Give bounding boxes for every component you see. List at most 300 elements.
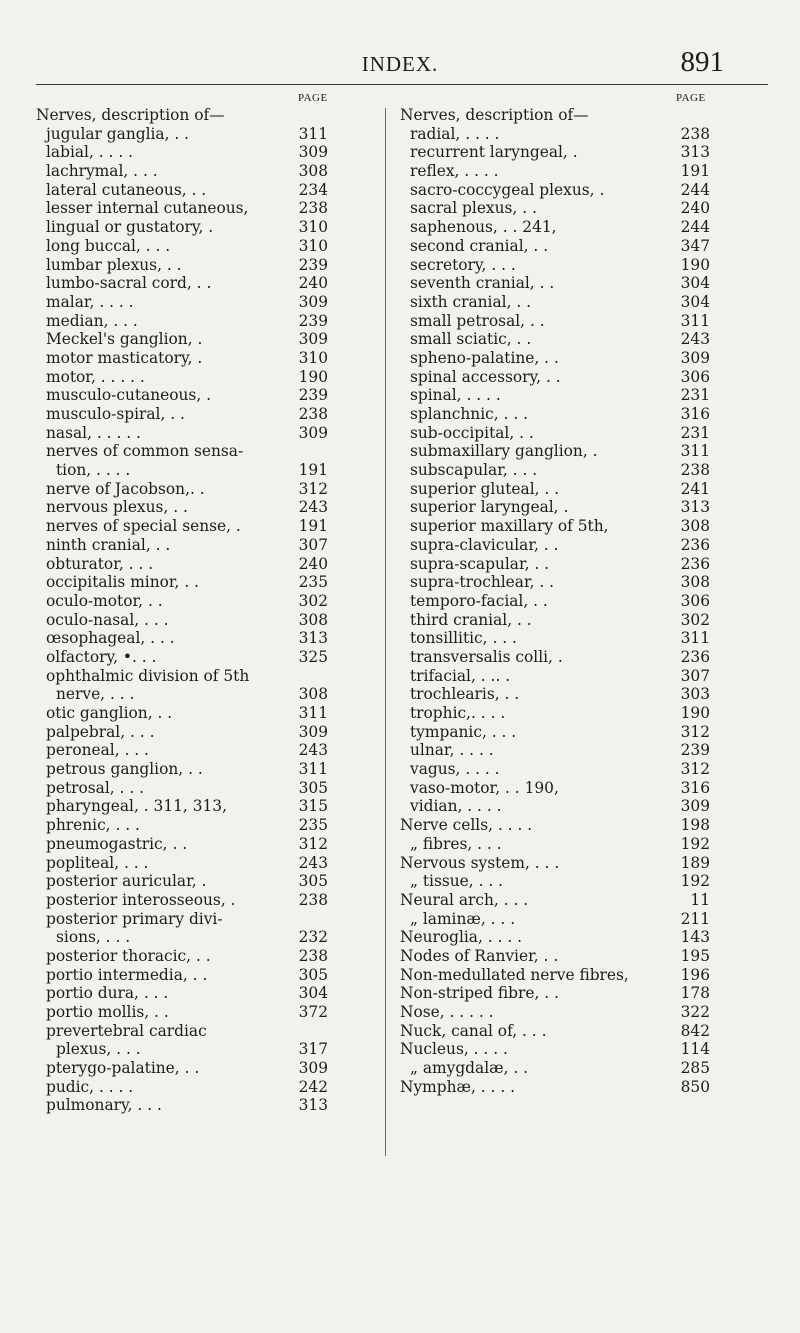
index-entry	[400, 779, 710, 798]
index-term: subscapular, . . .	[410, 461, 538, 480]
index-term: lingual or gustatory, .	[46, 218, 214, 237]
index-entry	[400, 648, 710, 667]
index-entry	[36, 461, 328, 480]
index-page-ref: 322	[680, 1003, 710, 1021]
index-entry	[36, 256, 328, 275]
index-page-ref: 311	[298, 124, 328, 143]
index-page-ref: 309	[298, 722, 328, 741]
index-entry	[36, 891, 328, 910]
index-term: nasal, . . . . .	[46, 423, 141, 442]
index-page-ref: 234	[298, 180, 328, 199]
index-entry	[400, 835, 710, 854]
index-term: phrenic, . . .	[46, 816, 140, 835]
index-page-ref: 190	[680, 704, 710, 722]
index-term: seventh cranial, . .	[410, 274, 555, 293]
index-page-ref: 317	[298, 1040, 328, 1059]
index-term: nervous plexus, . .	[46, 498, 188, 517]
index-entry	[400, 143, 710, 162]
index-entry	[400, 947, 710, 966]
index-entry	[36, 966, 328, 985]
index-page-ref: 240	[298, 274, 328, 293]
index-page-ref: 196	[680, 965, 710, 984]
index-term: tympanic, . . .	[410, 722, 517, 741]
index-term: superior gluteal, . .	[410, 479, 560, 498]
index-term: œsophageal, . . .	[46, 629, 175, 648]
index-term: petrous ganglion, . .	[46, 760, 203, 779]
index-page-ref: 11	[690, 890, 710, 909]
index-entry	[400, 498, 710, 517]
index-page-ref: 311	[680, 629, 710, 648]
index-term: otic ganglion, . .	[46, 704, 173, 722]
index-entry	[36, 592, 328, 611]
index-entry	[36, 293, 328, 312]
index-page-ref: 313	[298, 629, 328, 648]
index-page-ref: 143	[680, 928, 710, 947]
index-entry	[36, 573, 328, 592]
index-term: portio intermedia, . .	[46, 965, 208, 984]
index-entry	[400, 293, 710, 312]
index-page-ref: 243	[680, 330, 710, 349]
index-entry	[36, 984, 328, 1003]
index-page-ref: 241	[680, 479, 710, 498]
index-term: superior maxillary of 5th,	[410, 517, 609, 536]
index-term: reflex, . . . .	[410, 162, 499, 181]
index-page-ref: 240	[680, 199, 710, 218]
index-entry	[400, 741, 710, 760]
index-term: popliteal, . . .	[46, 853, 149, 872]
index-term: nerve of Jacobson,. .	[46, 479, 205, 498]
index-term: Nymphæ, . . . .	[400, 1077, 516, 1096]
index-term: vidian, . . . .	[410, 797, 502, 816]
index-page-ref: 308	[680, 573, 710, 592]
index-page-ref: 302	[298, 591, 328, 610]
index-entry	[400, 1059, 710, 1078]
index-page-ref: 239	[298, 386, 328, 405]
index-entry	[36, 1078, 328, 1097]
index-page-ref: 238	[298, 946, 328, 965]
page-number: 891	[680, 46, 724, 78]
index-entry	[36, 872, 328, 891]
index-page-ref: 189	[680, 853, 710, 872]
index-entry	[36, 517, 328, 536]
index-page-ref: 312	[298, 834, 328, 853]
index-term: spinal accessory, . .	[410, 367, 561, 386]
index-entry	[400, 797, 710, 816]
page-title: INDEX.	[361, 52, 439, 76]
index-entry	[400, 667, 710, 686]
index-term: occipitalis minor, . .	[46, 573, 200, 592]
index-entry	[400, 592, 710, 611]
index-entry	[400, 162, 710, 181]
index-term: trophic,. . . .	[410, 704, 506, 722]
index-entry	[36, 723, 328, 742]
index-term: musculo-spiral, . .	[46, 405, 185, 423]
index-term: posterior interosseous, .	[46, 890, 236, 909]
index-page-ref: 235	[298, 816, 328, 835]
index-page-ref: 313	[680, 498, 710, 517]
index-term: olfactory, •. . .	[46, 647, 157, 666]
index-entry	[36, 1059, 328, 1078]
index-entry	[36, 405, 328, 424]
index-entry	[400, 461, 710, 480]
index-entry	[400, 1078, 710, 1097]
index-term: Non-medullated nerve fibres,	[400, 965, 629, 984]
index-page-ref: 309	[298, 292, 328, 311]
index-page-ref: 192	[680, 834, 710, 853]
index-entry	[400, 442, 710, 461]
index-term: „ laminæ, . . .	[410, 909, 516, 928]
index-entry	[36, 816, 328, 835]
index-page-ref: 190	[298, 367, 328, 386]
index-term: long buccal, . . .	[46, 236, 171, 255]
index-entry	[400, 611, 710, 630]
index-entry	[400, 760, 710, 779]
index-page-ref: 309	[298, 423, 328, 442]
index-page-ref: 309	[298, 1059, 328, 1078]
index-entry	[36, 330, 328, 349]
index-term: obturator, . . .	[46, 554, 154, 573]
index-term: malar, . . . .	[46, 292, 134, 311]
index-term: sixth cranial, . .	[410, 292, 532, 311]
index-entry	[36, 143, 328, 162]
index-page-ref: 244	[680, 218, 710, 237]
left-index-column	[36, 106, 328, 1115]
index-page-ref: 312	[298, 479, 328, 498]
index-term: motor masticatory, .	[46, 348, 203, 367]
index-term: pneumogastric, . .	[46, 834, 188, 853]
index-page-ref: 236	[680, 647, 710, 666]
index-entry	[36, 611, 328, 630]
index-page-ref: 240	[298, 554, 328, 573]
index-page-ref: 309	[298, 330, 328, 349]
index-term: plexus, . . .	[56, 1040, 141, 1059]
index-term: ulnar, . . . .	[410, 741, 494, 760]
index-page-ref: 239	[680, 741, 710, 760]
index-entry	[36, 629, 328, 648]
index-term: „ tissue, . . .	[410, 872, 504, 891]
index-entry	[400, 125, 710, 144]
index-term: portio mollis, . .	[46, 1003, 169, 1021]
index-entry	[400, 349, 710, 368]
index-entry	[400, 891, 710, 910]
index-term: „ amygdalæ, . .	[410, 1059, 529, 1078]
index-entry	[400, 181, 710, 200]
index-term: Nuck, canal of, . . .	[400, 1021, 547, 1040]
index-entry	[36, 741, 328, 760]
index-page-ref: 325	[298, 647, 328, 666]
index-entry	[36, 125, 328, 144]
index-entry	[36, 199, 328, 218]
index-entry	[36, 685, 328, 704]
index-entry	[36, 480, 328, 499]
index-entry	[36, 424, 328, 443]
index-term: posterior auricular, .	[46, 872, 207, 891]
index-entry	[400, 536, 710, 555]
index-page-ref: 198	[680, 816, 710, 835]
index-entry	[36, 667, 328, 686]
index-entry	[36, 779, 328, 798]
index-page-ref: 236	[680, 535, 710, 554]
index-entry	[400, 1022, 710, 1041]
index-entry	[400, 480, 710, 499]
index-entry	[36, 218, 328, 237]
index-page-ref: 235	[298, 573, 328, 592]
index-entry	[400, 330, 710, 349]
index-term: supra-clavicular, . .	[410, 535, 559, 554]
index-term: tonsillitic, . . .	[410, 629, 517, 648]
index-term: saphenous, . . 241,	[410, 218, 557, 237]
index-term: small sciatic, . .	[410, 330, 532, 349]
index-entry	[36, 1040, 328, 1059]
index-term: oculo-nasal, . . .	[46, 610, 169, 629]
index-entry	[400, 1003, 710, 1022]
index-page-ref: 313	[298, 1096, 328, 1115]
index-entry	[400, 274, 710, 293]
index-page-ref: 303	[680, 685, 710, 704]
index-page-ref: 308	[680, 517, 710, 536]
index-entry	[400, 573, 710, 592]
index-entry	[36, 312, 328, 331]
index-page-ref: 305	[298, 965, 328, 984]
index-term: trochlearis, . .	[410, 685, 520, 704]
index-term: „ fibres, . . .	[410, 834, 502, 853]
index-page-ref: 315	[298, 797, 328, 816]
index-entry	[36, 648, 328, 667]
index-term: radial, . . . .	[410, 124, 500, 143]
index-page-ref: 311	[680, 442, 710, 461]
index-term: sacro-coccygeal plexus, .	[410, 180, 605, 199]
index-term: labial, . . . .	[46, 143, 134, 162]
index-entry	[36, 760, 328, 779]
index-page-ref: 309	[298, 143, 328, 162]
index-entry	[400, 312, 710, 331]
index-entry	[400, 928, 710, 947]
index-page-ref: 372	[298, 1003, 328, 1021]
index-page-ref: 311	[298, 704, 328, 722]
index-entry	[400, 854, 710, 873]
index-page-ref: 310	[298, 236, 328, 255]
index-term: Nose, . . . . .	[400, 1003, 494, 1021]
index-term: Meckel's ganglion, .	[46, 330, 203, 349]
index-entry	[36, 349, 328, 368]
index-page-ref: 316	[680, 405, 710, 423]
index-term: oculo-motor, . .	[46, 591, 163, 610]
index-page-ref: 191	[298, 461, 328, 480]
index-page-ref: 191	[298, 517, 328, 536]
index-term: median, . . .	[46, 311, 138, 330]
index-term: recurrent laryngeal, .	[410, 143, 578, 162]
header-rule	[36, 84, 768, 85]
index-term: Non-striped fibre, . .	[400, 984, 559, 1003]
index-term: splanchnic, . . .	[410, 405, 528, 423]
index-page-ref: 114	[680, 1040, 710, 1059]
index-entry	[400, 555, 710, 574]
index-page-ref: 192	[680, 872, 710, 891]
index-entry	[400, 106, 710, 125]
index-page-ref: 285	[680, 1059, 710, 1078]
index-term: Neuroglia, . . . .	[400, 928, 523, 947]
index-term: lumbar plexus, . .	[46, 255, 182, 274]
index-term: lachrymal, . . .	[46, 162, 158, 181]
index-page-ref: 238	[680, 461, 710, 480]
index-page-ref: 850	[680, 1077, 710, 1096]
index-entry	[400, 424, 710, 443]
index-entry	[36, 835, 328, 854]
index-page-ref: 306	[680, 367, 710, 386]
index-entry	[400, 517, 710, 536]
left-column-page-label: PAGE	[298, 92, 328, 104]
index-entry	[36, 181, 328, 200]
index-page-ref: 191	[680, 162, 710, 181]
index-term: lumbo-sacral cord, . .	[46, 274, 212, 293]
index-page-ref: 236	[680, 554, 710, 573]
index-entry	[400, 872, 710, 891]
index-term: petrosal, . . .	[46, 778, 145, 797]
index-entry	[400, 966, 710, 985]
index-page-ref: 195	[680, 946, 710, 965]
index-entry	[400, 910, 710, 929]
index-entry	[400, 405, 710, 424]
index-entry	[36, 237, 328, 256]
index-term: spinal, . . . .	[410, 386, 501, 405]
index-term: Nervous system, . . .	[400, 853, 560, 872]
index-term: motor, . . . . .	[46, 367, 145, 386]
index-term: ophthalmic division of 5th	[46, 666, 250, 685]
index-entry	[36, 947, 328, 966]
index-entry	[400, 816, 710, 835]
index-page-ref: 308	[298, 610, 328, 629]
index-term: supra-trochlear, . .	[410, 573, 555, 592]
right-index-column	[400, 106, 710, 1096]
index-entry	[36, 368, 328, 387]
index-page-ref: 308	[298, 685, 328, 704]
index-entry	[36, 386, 328, 405]
index-page-ref: 842	[680, 1021, 710, 1040]
index-entry	[400, 984, 710, 1003]
index-page-ref: 304	[680, 274, 710, 293]
index-page-ref: 305	[298, 872, 328, 891]
index-page-ref: 316	[680, 778, 710, 797]
index-term: posterior thoracic, . .	[46, 946, 211, 965]
index-page-ref: 305	[298, 778, 328, 797]
index-page-ref: 238	[298, 405, 328, 423]
index-term: temporo-facial, . .	[410, 591, 548, 610]
index-term: Nerves, description of—	[36, 106, 225, 124]
index-page-ref: 239	[298, 255, 328, 274]
index-entry	[36, 498, 328, 517]
index-page-ref: 311	[298, 760, 328, 779]
index-term: lesser internal cutaneous,	[46, 199, 249, 218]
index-page-ref: 239	[298, 311, 328, 330]
index-term: Nerves, description of—	[400, 106, 589, 124]
index-term: supra-scapular, . .	[410, 554, 550, 573]
index-entry	[400, 368, 710, 387]
index-term: peroneal, . . .	[46, 741, 149, 760]
index-entry	[36, 274, 328, 293]
index-term: vaso-motor, . . 190,	[410, 778, 559, 797]
index-term: prevertebral cardiac	[46, 1021, 207, 1040]
index-entry	[36, 555, 328, 574]
index-page-ref: 308	[298, 162, 328, 181]
index-entry	[400, 1040, 710, 1059]
index-term: musculo-cutaneous, .	[46, 386, 211, 405]
index-entry	[400, 723, 710, 742]
index-term: small petrosal, . .	[410, 311, 545, 330]
index-term: pterygo-palatine, . .	[46, 1059, 200, 1078]
index-entry	[400, 199, 710, 218]
index-term: sions, . . .	[56, 928, 131, 947]
index-entry	[36, 162, 328, 181]
index-page-ref: 311	[680, 311, 710, 330]
index-page-ref: 232	[298, 928, 328, 947]
right-column-page-label: PAGE	[676, 92, 706, 104]
index-term: pudic, . . . .	[46, 1077, 134, 1096]
index-term: Nerve cells, . . . .	[400, 816, 533, 835]
index-entry	[36, 106, 328, 125]
index-page-ref: 312	[680, 760, 710, 779]
index-term: nerve, . . .	[56, 685, 135, 704]
index-term: nerves of special sense, .	[46, 517, 241, 536]
index-term: Neural arch, . . .	[400, 890, 529, 909]
index-entry	[400, 218, 710, 237]
index-page-ref: 304	[680, 292, 710, 311]
index-entry	[400, 237, 710, 256]
index-term: palpebral, . . .	[46, 722, 155, 741]
index-term: secretory, . . .	[410, 255, 516, 274]
index-page-ref: 242	[298, 1077, 328, 1096]
index-page-ref: 307	[298, 535, 328, 554]
index-entry	[36, 910, 328, 929]
index-entry	[36, 797, 328, 816]
index-entry	[400, 386, 710, 405]
column-divider	[385, 108, 386, 1156]
index-entry	[400, 704, 710, 723]
index-term: portio dura, . . .	[46, 984, 169, 1003]
index-term: Nucleus, . . . .	[400, 1040, 508, 1059]
index-term: third cranial, . .	[410, 610, 532, 629]
index-page-ref: 243	[298, 853, 328, 872]
index-entry	[36, 928, 328, 947]
index-term: sub-occipital, . .	[410, 423, 534, 442]
index-term: Nodes of Ranvier, . .	[400, 946, 559, 965]
index-term: submaxillary ganglion, .	[410, 442, 598, 461]
index-term: tion, . . . .	[56, 461, 131, 480]
index-page-ref: 304	[298, 984, 328, 1003]
index-term: transversalis colli, .	[410, 647, 563, 666]
index-page-ref: 306	[680, 591, 710, 610]
index-page-ref: 231	[680, 386, 710, 405]
index-term: pharyngeal, . 311, 313,	[46, 797, 227, 816]
index-entry	[36, 1096, 328, 1115]
index-page-ref: 243	[298, 741, 328, 760]
index-page-ref: 310	[298, 348, 328, 367]
index-entry	[36, 854, 328, 873]
index-term: vagus, . . . .	[410, 760, 500, 779]
index-entry	[36, 442, 328, 461]
index-entry	[36, 704, 328, 723]
index-term: nerves of common sensa-	[46, 442, 244, 461]
index-term: posterior primary divi-	[46, 909, 223, 928]
index-term: spheno-palatine, . .	[410, 348, 559, 367]
index-page-ref: 309	[680, 797, 710, 816]
index-entry	[36, 1003, 328, 1022]
index-page-ref: 302	[680, 610, 710, 629]
index-term: superior laryngeal, .	[410, 498, 569, 517]
index-page-ref: 307	[680, 666, 710, 685]
index-term: sacral plexus, . .	[410, 199, 537, 218]
index-page-ref: 313	[680, 143, 710, 162]
index-term: pulmonary, . . .	[46, 1096, 162, 1115]
